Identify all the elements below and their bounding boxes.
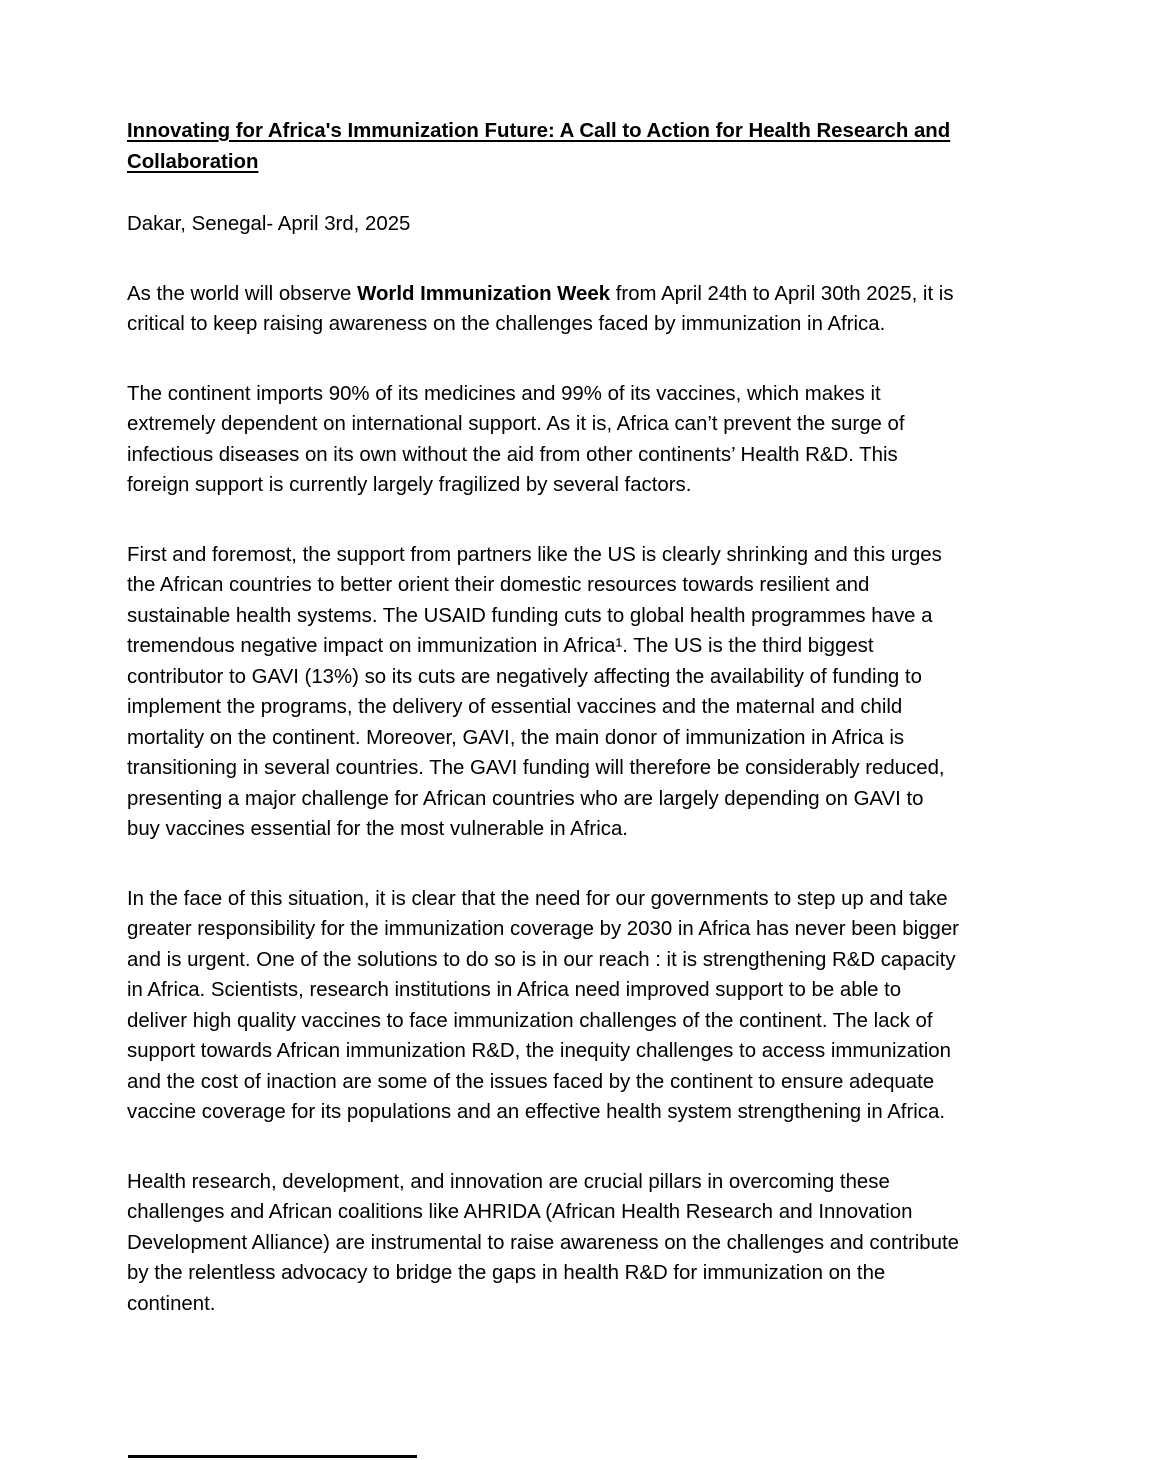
text-line: buy vaccines essential for the most vulnerable in Africa. [127, 818, 628, 840]
text-line: infectious diseases on its own without the aid from other continents’ Health R&D. This [127, 443, 898, 466]
text-line: sustainable health systems. The USAID funding cuts to global health programmes have a [127, 604, 933, 627]
text-line: deliver high quality vaccines to face immunization challenges of the continent. The lack of [127, 1009, 933, 1032]
dateline [127, 209, 1033, 240]
text-line: in Africa. Scientists, research institutions in Africa need improved support to be able to [127, 979, 902, 1001]
text-line: As the world will observe World Immunization Week from April 24th to April 30th 2025, it is [127, 282, 954, 305]
text-line: challenges and African coalitions like AHRIDA (African Health Research and Innovation [127, 1201, 913, 1223]
text-line: and the cost of inaction are some of the issues faced by the continent to ensure adequate [127, 1070, 935, 1093]
text-line: the African countries to better orient their domestic resources towards resilient and [127, 574, 870, 596]
text-line: support towards African immunization R&D, the inequity challenges to access immunization [127, 1040, 951, 1062]
dateline-text: Dakar, Senegal- April 3rd, 2025 [127, 213, 411, 235]
text-line: The continent imports 90% of its medicines and 99% of its vaccines, which makes it [127, 382, 881, 405]
text-line: foreign support is currently largely fragilized by several factors. [127, 474, 692, 496]
text-line: and is urgent. One of the solutions to do so is in our reach : it is strengthening R&D capacity [127, 948, 956, 971]
text-line: by the relentless advocacy to bridge the gaps in health R&D for immunization on the [127, 1262, 886, 1284]
text-line: In the face of this situation, it is clear that the need for our governments to step up and take [127, 887, 948, 910]
text-line: critical to keep raising awareness on the challenges faced by immunization in Africa. [127, 313, 886, 335]
paragraph [127, 540, 1033, 845]
paragraph [127, 279, 1033, 340]
text-line: continent. [127, 1292, 216, 1315]
text-line: Health research, development, and innovation are crucial pillars in overcoming these [127, 1170, 890, 1193]
text-line: Development Alliance) are instrumental to raise awareness on the challenges and contribute [127, 1231, 959, 1254]
text-line: vaccine coverage for its populations and an effective health system strengthening in Africa. [127, 1101, 945, 1123]
text-line: transitioning in several countries. The GAVI funding will therefore be considerably reduced, [127, 757, 945, 779]
text-line: First and foremost, the support from partners like the US is clearly shrinking and this urges [127, 543, 942, 566]
text-line: implement the programs, the delivery of essential vaccines and the maternal and child [127, 696, 903, 718]
text-line: contributor to GAVI (13%) so its cuts are negatively affecting the availability of funding to [127, 665, 922, 688]
document-body [127, 279, 1033, 1320]
text-line: Collaboration [127, 150, 259, 173]
text-line: greater responsibility for the immunization coverage by 2030 in Africa has never been bigger [127, 918, 959, 940]
document-page [127, 116, 1033, 1358]
text-line: presenting a major challenge for African countries who are largely depending on GAVI to [127, 787, 924, 810]
text-line: tremendous negative impact on immunization in Africa¹. The US is the third biggest [127, 635, 874, 657]
paragraph [127, 1167, 1033, 1320]
text-line: extremely dependent on international support. As it is, Africa can’t prevent the surge of [127, 413, 905, 435]
paragraph [127, 379, 1033, 501]
paragraph [127, 884, 1033, 1128]
document-title [127, 116, 1033, 177]
text-line: mortality on the continent. Moreover, GAVI, the main donor of immunization in Africa is [127, 726, 905, 749]
text-line: Innovating for Africa's Immunization Future: A Call to Action for Health Research and [127, 120, 951, 142]
footnote-separator [128, 1455, 417, 1458]
